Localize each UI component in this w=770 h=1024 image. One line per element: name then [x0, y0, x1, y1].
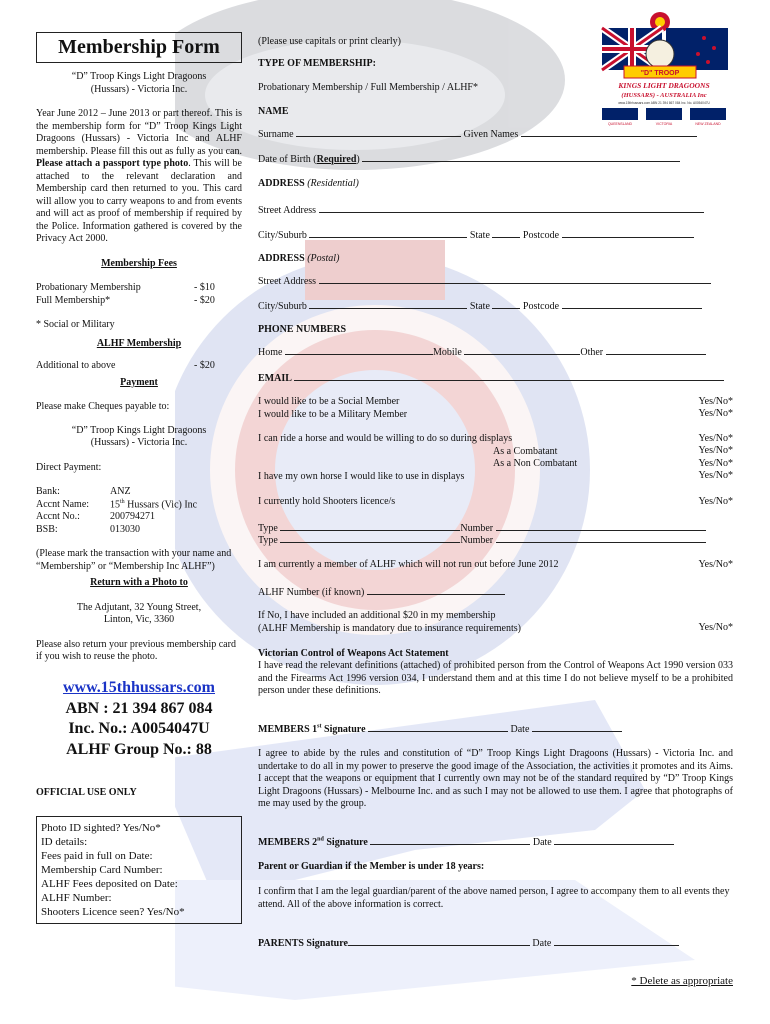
mobile-phone-field[interactable]	[464, 345, 580, 355]
official-item: ALHF Fees deposited on Date:	[41, 877, 178, 890]
social-note: * Social or Military	[36, 319, 115, 330]
licence-number-field[interactable]	[496, 521, 706, 531]
signature-1-date-field[interactable]	[532, 722, 622, 732]
form-title: Membership Form	[36, 32, 242, 63]
intro-text: Year June 2012 – June 2013 or part thereof. This is the membership form for “D” Troop Kings Light Dragoons (Hussars) - Victoria Inc and ALHF membership. Please fill this out as fully as you can. Please attach a passport type photo. This will be attached to the relevant declaration and Membership card then returned to you. This card will allow you to carry weapons to and from events and will act as proof of membership if required by the Police. Information gathered is covered by the Privacy Act 2000.	[36, 108, 242, 244]
return-card-note: Please also return your previous membership card if you wish to reuse the photo.	[36, 638, 236, 663]
name-heading: NAME	[258, 106, 289, 117]
licence-type-field[interactable]	[280, 521, 460, 531]
agree-statement: I agree to abide by the rules and constitution of “D” Troop Kings Light Dragoons (Hussars) - Victoria Inc. and undertake to do all in my power to preserve the good image of the Association, the activities it promotes and its Aims. I accept that the weapons or equipment that I currently own may not be of the standard required by “D” Troop Kings Light Dragoons (Hussars) - Melbourne Inc. and as such I may not be allowed to use them. I agree that photographs of me may used by the group.	[258, 748, 733, 809]
licence-type-field[interactable]	[280, 533, 460, 543]
ids-block	[36, 678, 242, 761]
phone-row: Home Mobile Other	[258, 345, 733, 360]
weapons-heading: Victorian Control of Weapons Act Statement	[258, 648, 449, 659]
alhf-number-field[interactable]	[367, 585, 505, 595]
cheques-text: Please make Cheques payable to:	[36, 401, 170, 412]
official-item: ID details:	[41, 835, 88, 848]
parents-date-field[interactable]	[554, 936, 679, 946]
given-names-field[interactable]	[521, 127, 697, 137]
dob-field[interactable]	[362, 152, 680, 162]
guardian-heading: Parent or Guardian if the Member is under 18 years:	[258, 861, 485, 872]
yes-no-social[interactable]: Yes/No*	[698, 396, 733, 407]
yes-no-military[interactable]: Yes/No*	[698, 408, 733, 419]
res-postcode-field[interactable]	[562, 228, 694, 238]
return-address-1: The Adjutant, 32 Young Street,	[76, 601, 202, 613]
official-use-box	[36, 816, 242, 925]
abn-number: ABN : 21 394 867 084	[65, 699, 213, 717]
signature-1-row: MEMBERS 1st Signature Date	[258, 722, 733, 737]
postal-street-row: Street Address	[258, 274, 733, 289]
payee-line-1: “D” Troop Kings Light Dragoons	[71, 424, 207, 436]
phone-heading: PHONE NUMBERS	[258, 324, 347, 335]
dob-row: Date of Birth (Required)	[258, 152, 733, 167]
website-link[interactable]: www.15thhussars.com	[62, 678, 215, 696]
yes-no-non-combatant[interactable]: Yes/No*	[698, 458, 733, 469]
fees-heading: Membership Fees	[101, 257, 177, 269]
name-row: Surname Given Names	[258, 127, 733, 142]
yes-no-combatant[interactable]: Yes/No*	[698, 445, 733, 456]
res-street-row: Street Address	[258, 203, 733, 218]
alhf-group-number: ALHF Group No.: 88	[66, 741, 212, 759]
postal-city-field[interactable]	[309, 299, 467, 309]
parents-signature-field[interactable]	[348, 936, 530, 946]
yes-no-licence[interactable]: Yes/No*	[698, 496, 733, 507]
membership-choice-block: I would like to be a Social Member I would like to be a Military Member Yes/No* Yes/No*	[258, 396, 733, 420]
logo-state-2: VICTORIA	[655, 122, 673, 126]
direct-payment: Direct Payment:	[36, 461, 102, 473]
org-line-1: “D” Troop Kings Light Dragoons	[71, 71, 207, 82]
logo-sub: (HUSSARS) - AUSTRALIA Inc	[621, 92, 707, 99]
return-address-2: Linton, Vic, 3360	[103, 614, 175, 626]
res-city-row: City/Suburb State Postcode	[258, 228, 733, 243]
postal-city-row: City/Suburb State Postcode	[258, 299, 733, 314]
address-postal-heading: ADDRESS (Postal)	[258, 253, 340, 264]
other-phone-field[interactable]	[606, 345, 706, 355]
postal-postcode-field[interactable]	[562, 299, 702, 309]
res-street-field[interactable]	[319, 203, 704, 213]
left-column	[36, 32, 242, 924]
riding-block: I can ride a horse and would be willing to do so during displays As a Combatant As a Non Combatant I have my own horse I would like to use in displays Yes/No* Yes/No* Yes/No* Yes/No*	[258, 433, 733, 482]
signature-2-row: MEMBERS 2nd Signature Date	[258, 835, 733, 850]
return-heading: Return with a Photo to	[90, 577, 188, 589]
yes-no-alhf-included[interactable]: Yes/No*	[698, 622, 733, 633]
email-field[interactable]	[294, 371, 724, 381]
official-item: ALHF Number:	[41, 891, 112, 904]
inc-number: Inc. No.: A0054047U	[68, 720, 210, 738]
weapons-statement: I have read the relevant definitions (attached) of prohibited person from the Control of Weapons Act 1990 version 033 and the Firearms Act 1996 version 034, I understand them and at this time I do not believe myself to be a prohibited person under these definitions.	[258, 660, 733, 696]
logo-state-1: QUEENSLAND	[607, 122, 633, 126]
logo-small: www.15thhussars.com ABN 21 394 867 084 Inc. No. A0054047U	[618, 101, 710, 105]
postal-street-field[interactable]	[319, 274, 711, 284]
bank-details: Bank: ANZ Accnt Name: 15th Hussars (Vic) Inc Accnt No.: 200794271 BSB: 013030	[36, 486, 198, 535]
logo-state-3: NEW ZEALAND	[695, 122, 721, 126]
official-item: Photo ID sighted? Yes/No*	[41, 821, 161, 834]
yes-no-alhf[interactable]: Yes/No*	[698, 559, 733, 570]
fee-row-probationary: Probationary Membership - $10	[36, 282, 215, 293]
yes-no-ride[interactable]: Yes/No*	[698, 433, 733, 444]
delete-note: * Delete as appropriate	[631, 975, 733, 987]
alhf-fee-row: Additional to above - $20	[36, 360, 215, 371]
official-item: Fees paid in full on Date:	[41, 849, 153, 862]
alhf-number-row: ALHF Number (if known)	[258, 585, 733, 600]
payment-heading: Payment	[120, 376, 158, 388]
signature-2-field[interactable]	[370, 835, 530, 845]
signature-2-date-field[interactable]	[554, 835, 674, 845]
official-heading: OFFICIAL USE ONLY	[36, 787, 137, 799]
signature-1-field[interactable]	[368, 722, 508, 732]
logo-banner: "D" TROOP	[640, 70, 680, 77]
yes-no-own-horse[interactable]: Yes/No*	[698, 470, 733, 481]
parents-signature-row: PARENTS Signature Date	[258, 936, 733, 951]
caps-note: (Please use capitals or print clearly)	[258, 36, 401, 47]
logo-name: KINGS LIGHT DRAGOONS	[618, 81, 710, 90]
guardian-statement: I confirm that I am the legal guardian/parent of the above named person, I agree to accompany them to all events they attend. All of the above information is correct.	[258, 886, 730, 910]
alhf-heading: ALHF Membership	[96, 337, 182, 349]
mark-note: (Please mark the transaction with your name and “Membership” or “Membership Inc ALHF”)	[36, 548, 232, 572]
res-state-field[interactable]	[492, 228, 520, 238]
fee-row-full: Full Membership* - $20	[36, 294, 215, 306]
res-city-field[interactable]	[309, 228, 467, 238]
licence-row: I currently hold Shooters licence/s Yes/No*	[258, 496, 733, 507]
address-residential-heading: ADDRESS (Residential)	[258, 178, 359, 189]
licence-type-row-2: Type Number	[258, 533, 733, 548]
official-item: Membership Card Number:	[41, 863, 163, 876]
home-phone-field[interactable]	[285, 345, 433, 355]
payee-line-2: (Hussars) - Victoria Inc.	[90, 437, 188, 448]
alhf-if-no-block: If No, I have included an additional $20 in my membership (ALHF Membership is mandatory due to insurance requirements) Yes/No*	[258, 610, 733, 634]
email-row: EMAIL	[258, 371, 733, 386]
postal-state-field[interactable]	[492, 299, 520, 309]
licence-number-field[interactable]	[496, 533, 706, 543]
licence-type-row-1: Type Number	[258, 521, 733, 536]
official-item: Shooters Licence seen? Yes/No*	[41, 905, 185, 918]
alhf-member-row: I am currently a member of ALHF which will not run out before June 2012 Yes/No*	[258, 559, 733, 570]
org-line-2: (Hussars) - Victoria Inc.	[90, 83, 188, 95]
type-options[interactable]: Probationary Membership / Full Membership / ALHF*	[258, 82, 478, 93]
type-heading: TYPE OF MEMBERSHIP:	[258, 58, 376, 69]
surname-field[interactable]	[296, 127, 461, 137]
